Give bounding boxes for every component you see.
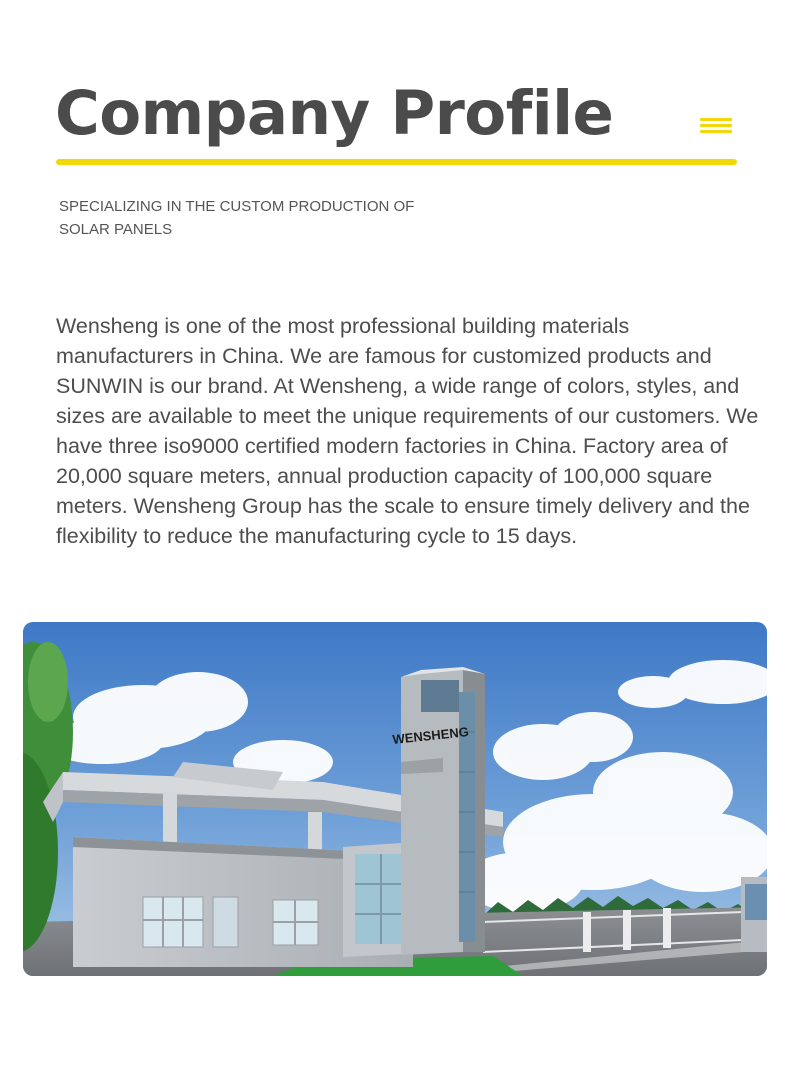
company-description: Wensheng is one of the most professional building materials manufacturers in China. We are famous for customized products and SUNWIN is our brand. At Wensheng, a wide range of colors, styles, and sizes are available to meet the unique requirements of our customers. We have three iso9000 certified modern factories in China. Factory area of 20,000 square meters, annual production capacity of 100,000 square meters. Wensheng Group has the scale to ensure timely delivery and the flexibility to reduce the manufacturing cycle to 15 days. [56, 314, 759, 548]
menu-line-icon [700, 124, 732, 127]
hamburger-menu-icon[interactable] [700, 118, 732, 136]
tower-sign-text: WENSHENG [391, 724, 470, 747]
subtitle-line-2: SOLAR PANELS [59, 221, 173, 238]
subtitle-line-1: SPECIALIZING IN THE CUSTOM PRODUCTION OF [59, 198, 415, 215]
title-underline-divider [56, 159, 737, 165]
page-title: Company Profile [55, 78, 614, 149]
menu-line-icon [700, 118, 732, 121]
menu-line-icon [700, 130, 732, 133]
section-subtitle [59, 195, 439, 241]
factory-building-image [23, 622, 767, 976]
